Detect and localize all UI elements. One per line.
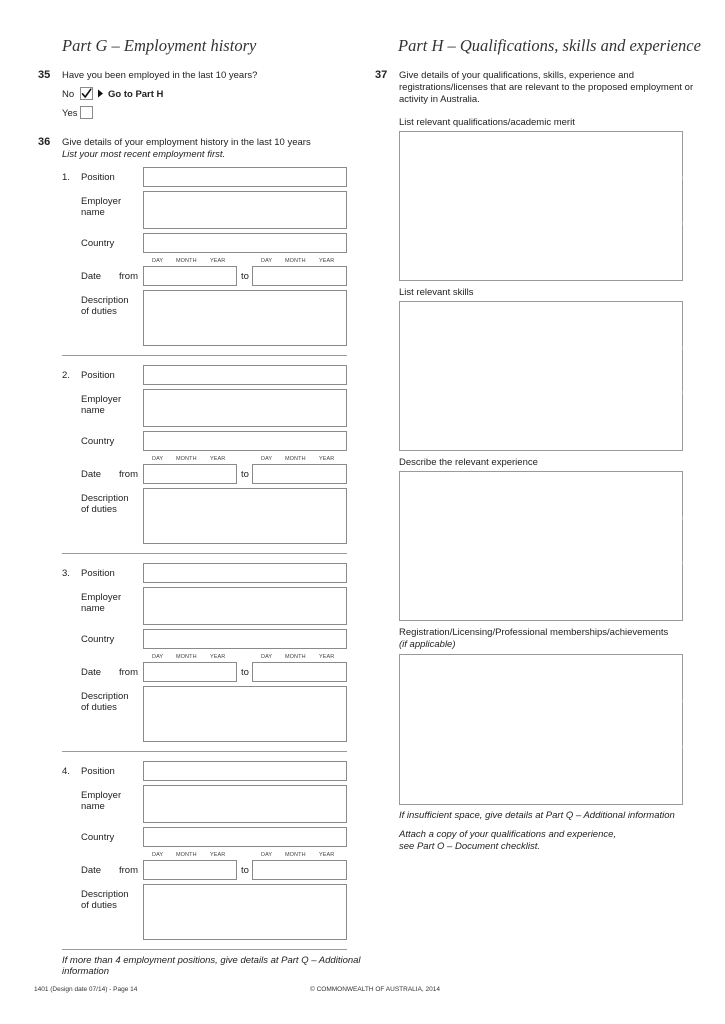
footer-copyright: © COMMONWEALTH OF AUSTRALIA, 2014 — [310, 986, 440, 993]
description-label-2: of duties — [81, 900, 117, 911]
box-tick-mark — [682, 391, 683, 395]
year-label: YEAR — [210, 456, 226, 462]
year-label: YEAR — [319, 654, 335, 660]
qualifications-label: List relevant qualifications/academic merit — [399, 117, 575, 128]
position-input[interactable] — [143, 365, 347, 385]
description-label-2: of duties — [81, 504, 117, 515]
date-label: Date — [81, 469, 102, 480]
date-label: Date — [81, 667, 102, 678]
position-input[interactable] — [143, 563, 347, 583]
entry-number: 3. — [62, 568, 70, 579]
position-label: Position — [81, 766, 115, 777]
question-36-instruction: List your most recent employment first. — [62, 149, 226, 160]
description-of-duties-input[interactable] — [143, 488, 347, 544]
description-label-2: of duties — [81, 702, 117, 713]
to-label: to — [241, 271, 249, 282]
day-label: DAY — [261, 654, 273, 660]
employer-label: Employer — [81, 790, 122, 801]
country-input[interactable] — [143, 629, 347, 649]
attach-note-line-1: Attach a copy of your qualifications and experience, — [399, 829, 617, 840]
country-label: Country — [81, 832, 115, 843]
date-to-input[interactable] — [252, 860, 347, 880]
question-37-text-line-1: Give details of your qualifications, skills, experience and — [399, 70, 634, 81]
day-label: DAY — [261, 258, 273, 264]
box-tick-mark — [682, 699, 683, 703]
from-label: from — [119, 469, 138, 480]
question-36-text: Give details of your employment history in the last 10 years — [62, 137, 311, 148]
year-label: YEAR — [210, 258, 226, 264]
yes-option-label: Yes — [62, 108, 78, 119]
country-input[interactable] — [143, 431, 347, 451]
insufficient-space-note: If insufficient space, give details at Part Q – Additional information — [399, 810, 675, 821]
description-label-2: of duties — [81, 306, 117, 317]
entry-number: 4. — [62, 766, 70, 777]
date-from-input[interactable] — [143, 266, 237, 286]
date-to-input[interactable] — [252, 266, 347, 286]
date-from-input[interactable] — [143, 464, 237, 484]
registration-note: (if applicable) — [399, 639, 456, 650]
month-label: MONTH — [285, 456, 306, 462]
entry-divider — [62, 751, 347, 752]
more-positions-note-2: information — [62, 966, 109, 977]
description-of-duties-input[interactable] — [143, 884, 347, 940]
yes-checkbox[interactable] — [80, 106, 93, 119]
question-36-number: 36 — [38, 136, 51, 148]
country-label: Country — [81, 238, 115, 249]
to-label: to — [241, 865, 249, 876]
entry-divider — [62, 355, 347, 356]
checkmark-icon — [80, 87, 93, 100]
date-from-input[interactable] — [143, 662, 237, 682]
month-label: MONTH — [285, 852, 306, 858]
day-label: DAY — [152, 852, 164, 858]
country-label: Country — [81, 634, 115, 645]
entry-number: 1. — [62, 172, 70, 183]
from-label: from — [119, 667, 138, 678]
date-from-input[interactable] — [143, 860, 237, 880]
to-label: to — [241, 667, 249, 678]
description-of-duties-input[interactable] — [143, 686, 347, 742]
part-h-title: Part H – Qualifications, skills and experience — [398, 36, 701, 55]
year-label: YEAR — [319, 852, 335, 858]
employer-label: Employer — [81, 592, 122, 603]
position-label: Position — [81, 172, 115, 183]
date-to-input[interactable] — [252, 662, 347, 682]
box-tick-mark — [682, 561, 683, 565]
experience-label: Describe the relevant experience — [399, 457, 538, 468]
question-37-text-line-3: activity in Australia. — [399, 94, 480, 105]
to-label: to — [241, 469, 249, 480]
description-label: Description — [81, 889, 129, 900]
description-of-duties-input[interactable] — [143, 290, 347, 346]
question-35-text: Have you been employed in the last 10 years? — [62, 70, 258, 81]
day-label: DAY — [152, 456, 164, 462]
month-label: MONTH — [176, 258, 197, 264]
position-input[interactable] — [143, 167, 347, 187]
qualifications-textarea[interactable] — [399, 131, 683, 281]
year-label: YEAR — [319, 456, 335, 462]
entry-number: 2. — [62, 370, 70, 381]
description-label: Description — [81, 691, 129, 702]
position-label: Position — [81, 370, 115, 381]
day-label: DAY — [261, 456, 273, 462]
box-tick-mark — [682, 745, 683, 749]
entry-divider — [62, 553, 347, 554]
position-label: Position — [81, 568, 115, 579]
country-label: Country — [81, 436, 115, 447]
arrow-right-icon — [97, 89, 104, 98]
employer-label-2: name — [81, 207, 105, 218]
country-input[interactable] — [143, 827, 347, 847]
box-tick-mark — [682, 346, 683, 350]
question-37-text-line-2: registrations/licenses that are relevant to the proposed employment or — [399, 82, 694, 93]
employer-name-input[interactable] — [143, 587, 347, 625]
country-input[interactable] — [143, 233, 347, 253]
month-label: MONTH — [285, 654, 306, 660]
box-tick-mark — [682, 221, 683, 225]
more-positions-note: If more than 4 employment positions, give details at Part Q – Additional — [62, 955, 361, 966]
month-label: MONTH — [176, 852, 197, 858]
day-label: DAY — [152, 654, 164, 660]
day-label: DAY — [261, 852, 273, 858]
position-input[interactable] — [143, 761, 347, 781]
date-to-input[interactable] — [252, 464, 347, 484]
day-label: DAY — [152, 258, 164, 264]
month-label: MONTH — [176, 456, 197, 462]
year-label: YEAR — [319, 258, 335, 264]
employer-label-2: name — [81, 603, 105, 614]
from-label: from — [119, 271, 138, 282]
entry-divider — [62, 949, 347, 950]
question-37-number: 37 — [375, 69, 388, 81]
employer-name-input[interactable] — [143, 785, 347, 823]
employer-label: Employer — [81, 394, 122, 405]
employer-label-2: name — [81, 405, 105, 416]
employer-name-input[interactable] — [143, 191, 347, 229]
part-g-title: Part G – Employment history — [62, 36, 257, 55]
date-label: Date — [81, 271, 102, 282]
footer-page-info: 1401 (Design date 07/14) - Page 14 — [34, 986, 138, 993]
question-35-number: 35 — [38, 69, 51, 81]
employer-label-2: name — [81, 801, 105, 812]
no-option-label: No — [62, 89, 75, 100]
no-checkbox[interactable] — [80, 87, 93, 100]
year-label: YEAR — [210, 852, 226, 858]
registration-textarea[interactable] — [399, 654, 683, 805]
box-tick-mark — [682, 516, 683, 520]
year-label: YEAR — [210, 654, 226, 660]
experience-textarea[interactable] — [399, 471, 683, 621]
description-label: Description — [81, 295, 129, 306]
registration-label: Registration/Licensing/Professional memberships/achievements — [399, 627, 669, 638]
attach-note-line-2: see Part O – Document checklist. — [399, 841, 540, 852]
employer-label: Employer — [81, 196, 122, 207]
from-label: from — [119, 865, 138, 876]
employer-name-input[interactable] — [143, 389, 347, 427]
goto-part-h-text: Go to Part H — [108, 89, 164, 100]
box-tick-mark — [682, 176, 683, 180]
month-label: MONTH — [285, 258, 306, 264]
description-label: Description — [81, 493, 129, 504]
skills-label: List relevant skills — [399, 287, 474, 298]
skills-textarea[interactable] — [399, 301, 683, 451]
month-label: MONTH — [176, 654, 197, 660]
date-label: Date — [81, 865, 102, 876]
